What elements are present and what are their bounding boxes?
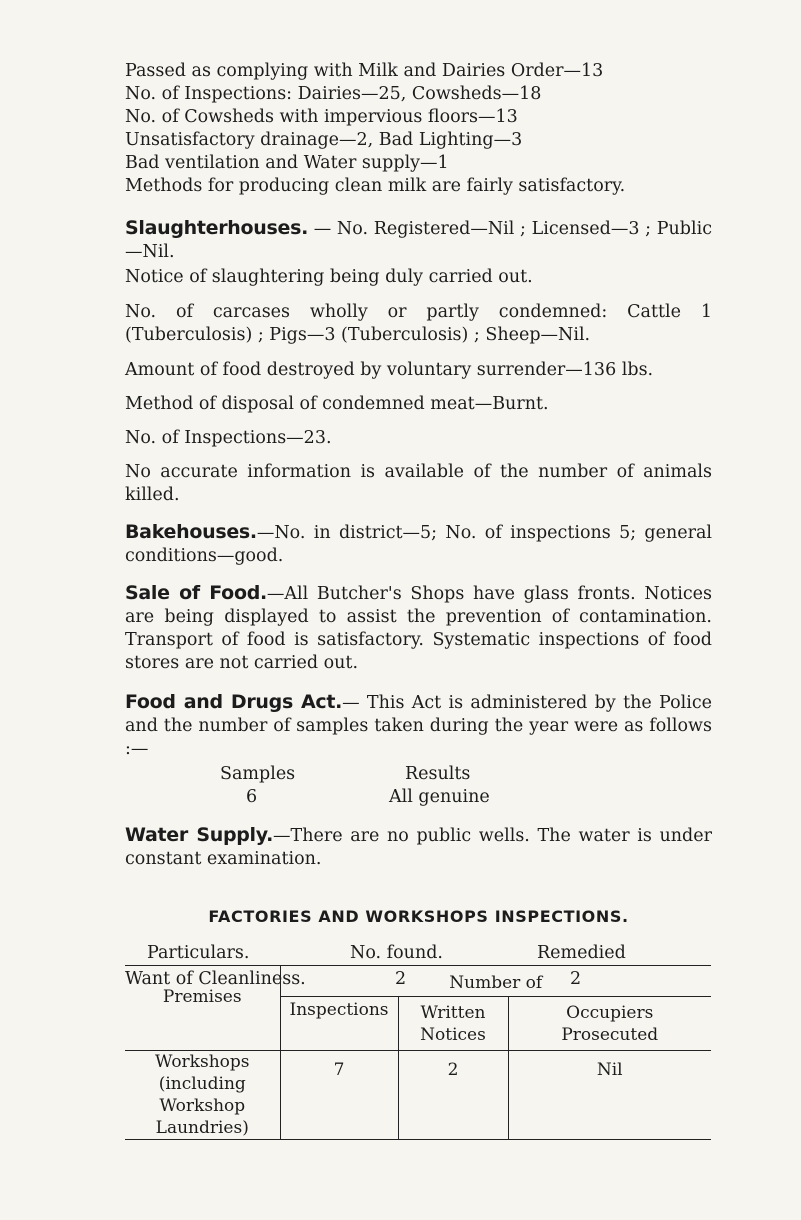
water-supply-paragraph xyxy=(125,824,712,871)
results-value: All genuine xyxy=(389,787,490,807)
factories-title: FACTORIES AND WORKSHOPS INSPECTIONS. xyxy=(208,907,629,926)
samples-value: 6 xyxy=(246,787,258,807)
table-col-occupiers: Occupiers Prosecuted xyxy=(508,997,711,1051)
milk-line-3: No. of Cowsheds with impervious floors—13 xyxy=(125,107,518,127)
table-number-of-header: Number of xyxy=(280,966,711,997)
slaughter-disposal: Method of disposal of condemned meat—Burnt. xyxy=(125,394,549,414)
slaughter-inspections: No. of Inspections—23. xyxy=(125,428,332,448)
table-cell-written-notices: 2 xyxy=(398,1051,508,1140)
factories-col-found: No. found. xyxy=(350,943,443,963)
water-supply-heading: Water Supply. xyxy=(125,824,274,846)
milk-line-5: Bad ventilation and Water supply—1 xyxy=(125,153,449,173)
samples-block xyxy=(125,763,712,809)
factories-col-particulars: Particulars. xyxy=(147,943,250,963)
slaughter-animals: No accurate information is available of the number of animals killed. xyxy=(125,462,712,505)
table-row xyxy=(125,1051,711,1140)
food-drugs-text: — This Act is administered by the Police and the number of samples taken during the year were as follows :— xyxy=(125,693,712,759)
slaughter-notice: Notice of slaughtering being duly carried out. xyxy=(125,267,533,287)
samples-header: Samples xyxy=(220,764,296,784)
milk-dairies-section xyxy=(125,60,712,994)
milk-line-2: No. of Inspections: Dairies—25, Cowsheds—18 xyxy=(125,84,542,104)
table-col-inspections: Inspections xyxy=(280,997,398,1051)
water-supply-text: —There are no public wells. The water is under constant examination. xyxy=(125,826,712,869)
table-cell-inspections: 7 xyxy=(280,1051,398,1140)
table-cell-occupiers: Nil xyxy=(508,1051,711,1140)
bakehouses-text: —No. in district—5; No. of inspections 5; general conditions—good. xyxy=(125,523,712,566)
slaughter-carcases: No. of carcases wholly or partly condemned: Cattle 1 (Tuberculosis) ; Pigs—3 (Tuberculosis) ; Sheep—Nil. xyxy=(125,302,712,345)
milk-line-4: Unsatisfactory drainage—2, Bad Lighting—3 xyxy=(125,130,523,150)
slaughter-food-destroyed: Amount of food destroyed by voluntary surrender—136 lbs. xyxy=(125,360,654,380)
milk-line-1: Passed as complying with Milk and Dairies Order—13 xyxy=(125,61,604,81)
table-row-label: Workshops (including Workshop Laundries) xyxy=(125,1051,280,1140)
milk-line-6: Methods for producing clean milk are fairly satisfactory. xyxy=(125,176,626,196)
premises-table xyxy=(125,965,711,1140)
slaughterhouses-paragraph xyxy=(125,217,712,264)
sale-of-food-paragraph xyxy=(125,582,712,675)
table-header-row-1 xyxy=(125,966,711,997)
factories-row-remedied: 2 xyxy=(570,969,582,989)
bakehouses-paragraph xyxy=(125,521,712,568)
bakehouses-heading: Bakehouses. xyxy=(125,521,257,543)
food-drugs-heading: Food and Drugs Act. xyxy=(125,691,343,713)
results-header: Results xyxy=(405,764,471,784)
sale-of-food-text: —All Butcher's Shops have glass fronts. Notices are being displayed to assist the prevention of contamination. Transport of food is satisfactory. Systematic inspections of food stores are not carried out. xyxy=(125,584,713,673)
table-col-written-notices: Written Notices xyxy=(398,997,508,1051)
food-drugs-paragraph xyxy=(125,691,712,761)
sale-of-food-heading: Sale of Food. xyxy=(125,582,267,604)
table-premises-header: Premises xyxy=(125,966,280,1051)
slaughterhouses-intro: — No. Registered—Nil ; Licensed—3 ; Public—Nil. xyxy=(125,219,712,262)
factories-row-found: 2 xyxy=(395,969,407,989)
factories-col-remedied: Remedied xyxy=(537,943,626,963)
factories-row-label: Want of Cleanliness. xyxy=(125,969,306,989)
slaughterhouses-heading: Slaughterhouses. xyxy=(125,217,309,239)
